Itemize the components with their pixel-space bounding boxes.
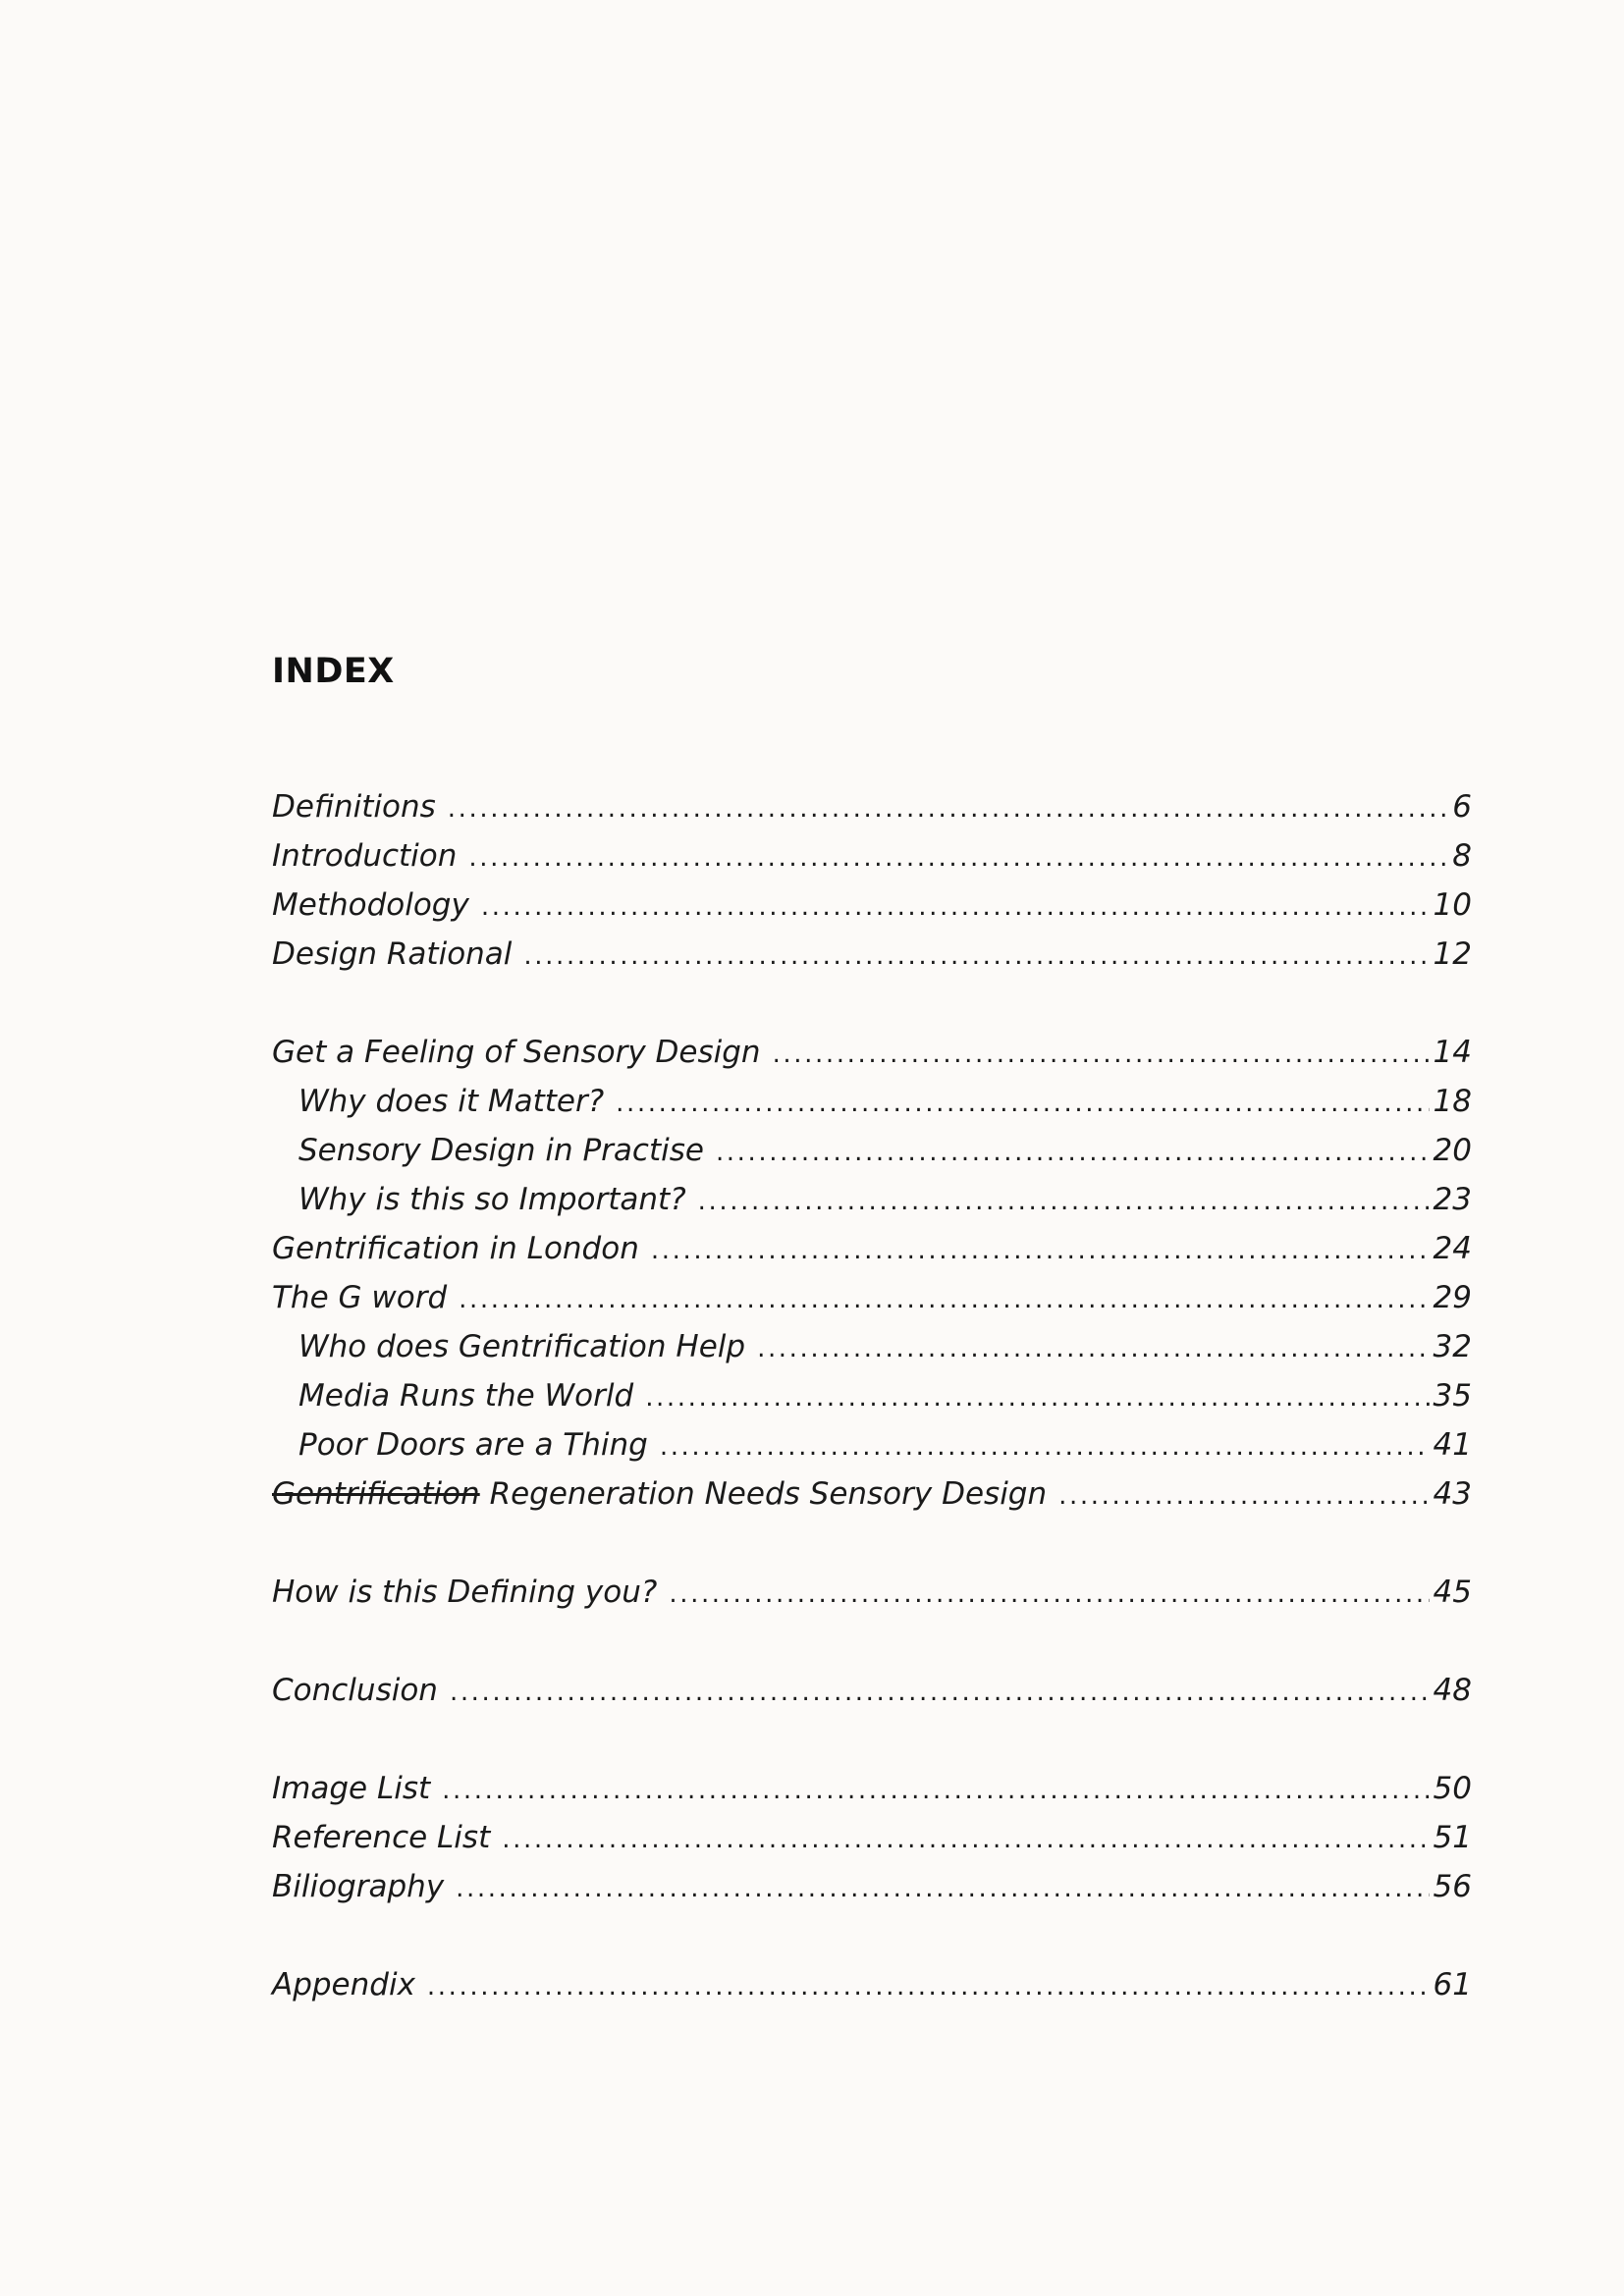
toc-entry-page: 23 xyxy=(1433,1182,1472,1217)
toc-entry-page: 10 xyxy=(1433,887,1472,923)
toc-entry-bibliography[interactable] xyxy=(272,1862,1472,1911)
toc-entry-title: Conclusion xyxy=(272,1673,438,1708)
toc-entry-page: 50 xyxy=(1433,1771,1472,1806)
dot-leader xyxy=(448,784,1449,833)
dot-leader xyxy=(773,1030,1430,1079)
dot-leader xyxy=(1058,1471,1429,1521)
dot-leader xyxy=(481,882,1430,932)
toc-entry-title: Sensory Design in Practise xyxy=(298,1133,704,1168)
toc-entry-title: Biliography xyxy=(272,1869,445,1904)
toc-entry-reference-list[interactable] xyxy=(272,1813,1472,1862)
toc-subentry-why-important[interactable] xyxy=(298,1175,1472,1224)
toc-entry-title: Design Rational xyxy=(272,936,513,972)
toc-entry-appendix[interactable] xyxy=(272,1960,1472,2009)
toc-subentry-sensory-practise[interactable] xyxy=(298,1126,1472,1175)
toc-entry-title: Definitions xyxy=(272,789,436,825)
toc-entry-title: Introduction xyxy=(272,838,458,874)
toc-entry-title: Image List xyxy=(272,1771,431,1806)
toc-entry-title: Appendix xyxy=(272,1967,415,2002)
dot-leader xyxy=(616,1079,1429,1128)
toc-entry-gentrification-london[interactable] xyxy=(272,1224,1472,1273)
toc-entry-page: 24 xyxy=(1433,1231,1472,1266)
toc-entry-title-group xyxy=(272,1469,1047,1519)
toc-entry-page: 32 xyxy=(1433,1329,1472,1364)
toc-entry-title: The G word xyxy=(272,1280,448,1315)
toc-entry-definitions[interactable] xyxy=(272,782,1472,831)
toc-entry-page: 51 xyxy=(1433,1820,1472,1855)
toc-entry-page: 6 xyxy=(1452,789,1472,825)
toc-entry-title: Methodology xyxy=(272,887,469,923)
toc-entry-page: 12 xyxy=(1433,936,1472,972)
toc-entry-page: 41 xyxy=(1433,1427,1472,1463)
toc-entry-introduction[interactable] xyxy=(272,831,1472,881)
toc-entry-image-list[interactable] xyxy=(272,1764,1472,1813)
dot-leader xyxy=(459,1275,1429,1324)
dot-leader xyxy=(698,1177,1430,1226)
toc-entry-title: Who does Gentrification Help xyxy=(298,1329,746,1364)
toc-entry-title: Why is this so Important? xyxy=(298,1182,686,1217)
toc-entry-methodology[interactable] xyxy=(272,881,1472,930)
toc-entry-title: Why does it Matter? xyxy=(298,1084,605,1119)
toc-entry-page: 45 xyxy=(1433,1575,1472,1610)
toc-subentry-media[interactable] xyxy=(298,1371,1472,1420)
toc-entry-page: 35 xyxy=(1433,1378,1472,1414)
dot-leader xyxy=(468,833,1448,882)
toc-entry-page: 48 xyxy=(1433,1673,1472,1708)
toc-entry-page: 43 xyxy=(1433,1476,1472,1512)
toc-entry-title: Get a Feeling of Sensory Design xyxy=(272,1035,761,1070)
toc-entry-title: Regeneration Needs Sensory Design xyxy=(489,1476,1048,1512)
page-title: INDEX xyxy=(272,652,395,691)
dot-leader xyxy=(442,1766,1429,1815)
toc-entry-regeneration[interactable] xyxy=(272,1469,1472,1519)
toc-entry-page: 14 xyxy=(1433,1035,1472,1070)
toc-entry-design-rational[interactable] xyxy=(272,930,1472,979)
dot-leader xyxy=(427,1962,1430,2011)
dot-leader xyxy=(523,932,1429,981)
toc-entry-title: How is this Defining you? xyxy=(272,1575,658,1610)
toc-entry-sensory-design[interactable] xyxy=(272,1028,1472,1077)
dot-leader xyxy=(645,1373,1429,1422)
dot-leader xyxy=(757,1324,1429,1373)
dot-leader xyxy=(669,1570,1429,1619)
struck-through-word: Gentrification xyxy=(272,1476,480,1512)
toc-entry-title: Gentrification in London xyxy=(272,1231,639,1266)
toc-entry-page: 61 xyxy=(1433,1967,1472,2002)
toc-entry-page: 56 xyxy=(1433,1869,1472,1904)
toc-subentry-poor-doors[interactable] xyxy=(298,1420,1472,1469)
dot-leader xyxy=(716,1128,1430,1177)
dot-leader xyxy=(450,1668,1430,1717)
toc-entry-page: 20 xyxy=(1433,1133,1472,1168)
toc-entry-defining-you[interactable] xyxy=(272,1568,1472,1617)
toc-entry-page: 29 xyxy=(1433,1280,1472,1315)
dot-leader xyxy=(651,1226,1430,1275)
toc-entry-conclusion[interactable] xyxy=(272,1666,1472,1715)
toc-entry-title: Poor Doors are a Thing xyxy=(298,1427,648,1463)
toc-subentry-who-helps[interactable] xyxy=(298,1322,1472,1371)
toc-entry-title: Media Runs the World xyxy=(298,1378,634,1414)
toc-entry-title: Reference List xyxy=(272,1820,491,1855)
dot-leader xyxy=(456,1864,1429,1913)
dot-leader xyxy=(502,1815,1429,1864)
dot-leader xyxy=(660,1422,1430,1471)
toc-subentry-why-matter[interactable] xyxy=(298,1077,1472,1126)
toc-entry-g-word[interactable] xyxy=(272,1273,1472,1322)
toc-entry-page: 8 xyxy=(1452,838,1472,874)
toc-entry-page: 18 xyxy=(1433,1084,1472,1119)
